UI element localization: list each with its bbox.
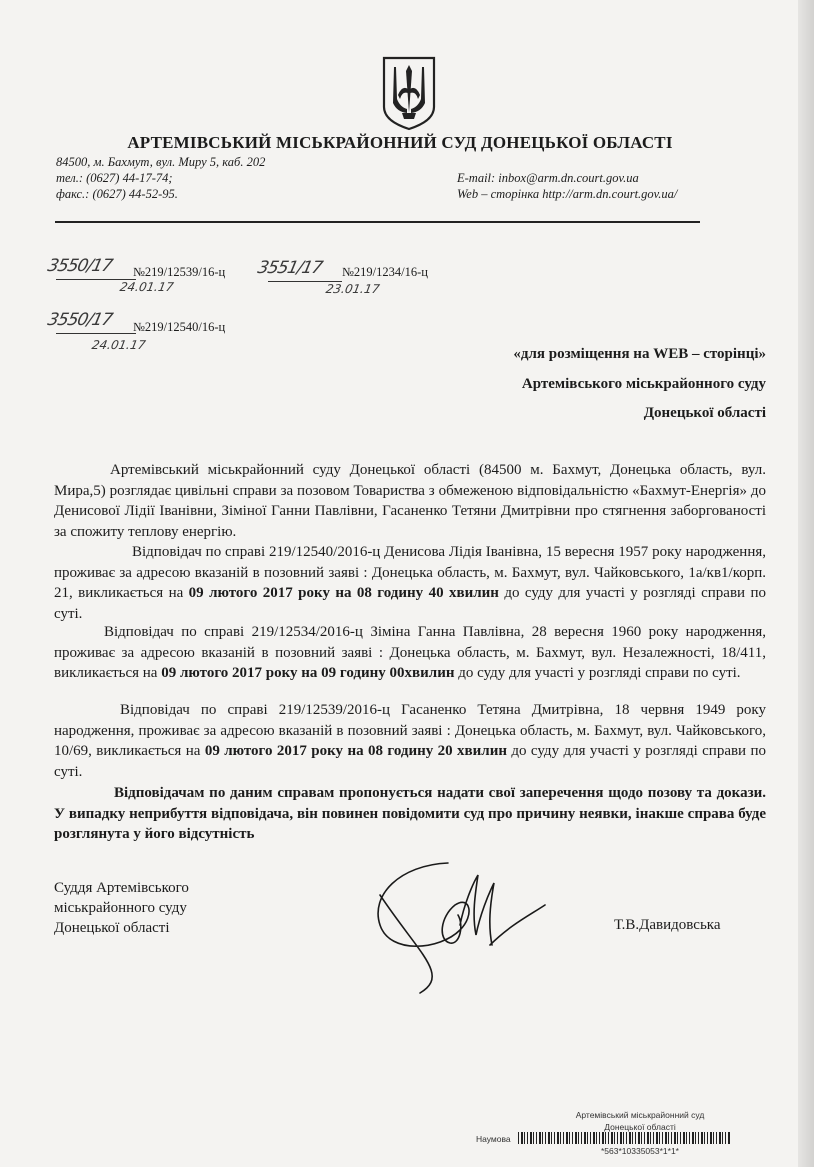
handwritten-registration-number: 3550/17 bbox=[45, 256, 114, 276]
handwritten-date: 24.01.17 bbox=[118, 280, 175, 294]
handwritten-signature bbox=[360, 855, 560, 995]
handwritten-date: 23.01.17 bbox=[324, 282, 381, 296]
notice-paragraph: Відповідачам по даним справам пропонується надати свої заперечення щодо позову та докази. У випадку неприбуття відповідача, він повинен повідомити суд про причину неявки, інакше справа буде розглянута у його відсутність bbox=[54, 785, 766, 842]
judge-title-block bbox=[54, 878, 189, 938]
addressee-web-publication: «для розміщення на WEB – сторінці» bbox=[513, 346, 766, 362]
defendant-paragraph-denysova bbox=[54, 542, 766, 624]
coat-of-arms-trident-icon bbox=[380, 55, 438, 131]
header-divider bbox=[55, 221, 700, 223]
paragraph-text: Відповідач по справі 219/12534/2016-ц Зіміна Ганна Павлівна, 28 вересня 1960 року народження, проживає за адресою вказаній в позовний заяві : Донецька область, м. Бахмут, вул. Незалежності, 18/411, викликається на bbox=[54, 624, 766, 681]
court-website: Web – сторінка http://arm.dn.court.gov.ua/ bbox=[457, 187, 678, 201]
addressee-court: Артемівського міськрайонного суду bbox=[521, 376, 766, 392]
addressee-region: Донецької області bbox=[643, 405, 766, 421]
case-reference-number: №219/1234/16-ц bbox=[342, 265, 428, 279]
court-phone: тел.: (0627) 44-17-74; bbox=[56, 171, 173, 185]
hearing-datetime: 09 лютого 2017 року на 08 годину 40 хвилин bbox=[188, 585, 499, 601]
defendant-paragraph-hasanenko bbox=[54, 700, 766, 782]
court-address: 84500, м. Бахмут, вул. Миру 5, каб. 202 bbox=[56, 155, 266, 169]
judge-title-line: Суддя Артемівського bbox=[54, 880, 189, 896]
reference-underline bbox=[56, 333, 136, 334]
stamp-region: Донецької області bbox=[604, 1122, 676, 1132]
stamp-clerk-name: Наумова bbox=[476, 1134, 511, 1144]
paragraph-text: до суду для участі у розгляді справи по суті. bbox=[454, 665, 741, 681]
judge-title-line: Донецької області bbox=[54, 920, 170, 936]
hearing-datetime: 09 лютого 2017 року на 08 годину 20 хвилин bbox=[204, 743, 507, 759]
handwritten-registration-number: 3550/17 bbox=[45, 310, 114, 330]
barcode bbox=[518, 1132, 730, 1144]
defendant-paragraph-zimina bbox=[54, 622, 766, 684]
court-fax: факс.: (0627) 44-52-95. bbox=[56, 187, 178, 201]
case-reference-number: №219/12539/16-ц bbox=[133, 265, 226, 279]
hearing-datetime: 09 лютого 2017 року на 09 годину 00хвилин bbox=[161, 665, 455, 681]
paragraph-text: Відповідач по справі 219/12539/2016-ц Гасаненко Тетяна Дмитрівна, 18 червня 1949 року народження, проживає за адресою вказаній в позовний заяві : Донецька область, м. Бахмут, вул. Чайковського, 10/69, викликається на bbox=[54, 702, 766, 759]
court-email: E-mail: inbox@arm.dn.court.gov.ua bbox=[457, 171, 639, 185]
judge-name: Т.В.Давидовська bbox=[614, 917, 721, 933]
court-title: АРТЕМІВСЬКИЙ МІСЬКРАЙОННИЙ СУД ДОНЕЦЬКОЇ ОБЛАСТІ bbox=[127, 133, 673, 152]
stamp-court-name: Артемівський міськрайонний суд bbox=[575, 1110, 705, 1120]
paragraph-text: до суду для участі у розгляді справи по суті. bbox=[54, 585, 766, 622]
intro-paragraph: Артемівський міськрайонний суду Донецької області (84500 м. Бахмут, Донецька область, вул. Мира,5) розглядає цивільні справи за позовом Товариства з обмеженою відповідальністю «Бахмут-Енергія» до Денисової Лідії Іванівни, Зіміної Ганни Павлівни, Гасаненко Тетяни Дмитрівни про стягнення заборгованості за спожиту теплову енергію. bbox=[54, 462, 766, 540]
paragraph-text: Відповідач по справі 219/12540/2016-ц Денисова Лідія Іванівна, 15 вересня 1957 року народження, проживає за адресою вказаній в позовний заяві : Донецька область, м. Бахмут, вул. Чайковського, 1а/кв1/корп. 21, викликається на bbox=[54, 544, 766, 601]
judge-title-line: міськрайонного суду bbox=[54, 900, 187, 916]
handwritten-registration-number: 3551/17 bbox=[255, 258, 324, 278]
paragraph-text: до суду для участі у розгляді справи по суті. bbox=[54, 743, 767, 780]
barcode-number: *563*10335053*1*1* bbox=[601, 1146, 679, 1156]
handwritten-date: 24.01.17 bbox=[90, 338, 147, 352]
page-edge-shadow bbox=[798, 0, 814, 1167]
case-reference-number: №219/12540/16-ц bbox=[133, 320, 226, 334]
